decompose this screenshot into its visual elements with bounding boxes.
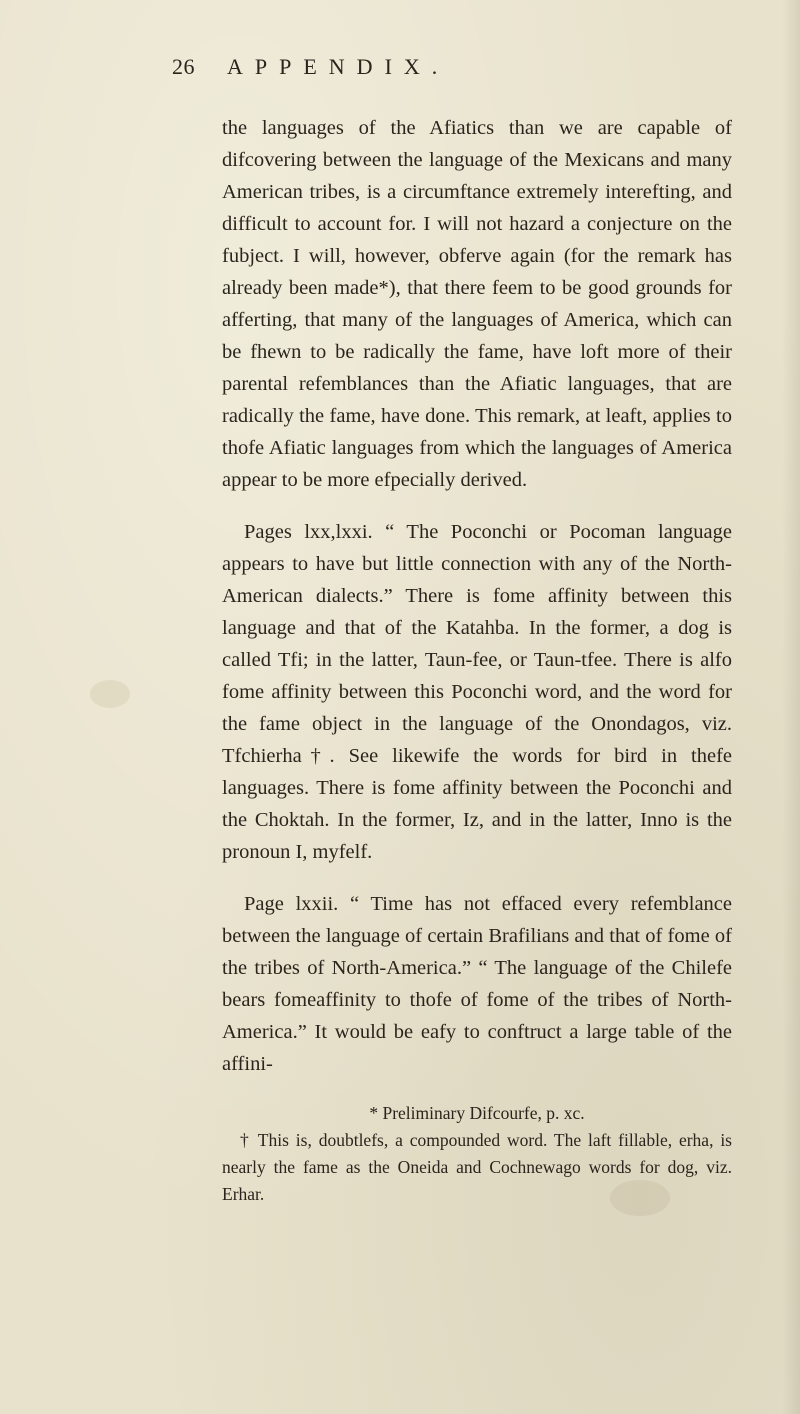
footnote-2: † This is, doubtlefs, a compounded word. The laft fillable, erha, is nearly the fame as the Oneida and Cochnewago words for dog, viz. Erhar. (222, 1130, 732, 1204)
paper-stain (610, 1180, 670, 1216)
paragraph-2: Pages lxx,lxxi. “ The Poconchi or Pocoman language appears to have but little connection with any of the North-American dialects.” There is fome affinity between this language and that of the Katahba. In the former, a dog is called Tfi; in the latter, Taun-fee, or Taun-tfee. There is alfo fome affinity between this Poconchi word, and the word for the fame object in the language of the Onondagos, viz. Tfchierha†. See likewife the words for bird in thefe languages. There is fome affinity between the Poconchi and the Choktah. In the former, Iz, and in the latter, Inno is the pronoun I, myfelf. (222, 521, 732, 863)
page-edge-shadow (782, 0, 800, 1414)
paper-stain (90, 680, 130, 708)
page-number: 26 (172, 54, 195, 79)
paragraph-1: the languages of the Afiatics than we are capable of difcovering between the language of the Mexicans and many American tribes, is a circumftance extremely interefting, and difficult to account for. I will not hazard a conjecture on the fubject. I will, however, obferve again (for the remark has already been made*), that there feem to be good grounds for afferting, that many of the languages of America, which can be fhewn to be radically the fame, have loft more of their parental refemblances than the Afiatic languages, that are radically the fame, have done. This remark, at leaft, applies to thofe Afiatic languages from which the languages of America appear to be more efpecially derived. (222, 117, 732, 491)
body-text (222, 112, 732, 1208)
paragraph-3: Page lxxii. “ Time has not effaced every refemblance between the language of certain Brafilians and that of fome of the tribes of North-America.” “ The language of the Chilefe bears fomeaffinity to thofe of fome of the tribes of North-America.” It would be eafy to conftruct a large table of the affini- (222, 893, 732, 1075)
running-head-title: APPENDIX. (227, 54, 450, 79)
running-head (172, 54, 732, 90)
footnote-1: * Preliminary Difcourfe, p. xc. (369, 1103, 585, 1123)
